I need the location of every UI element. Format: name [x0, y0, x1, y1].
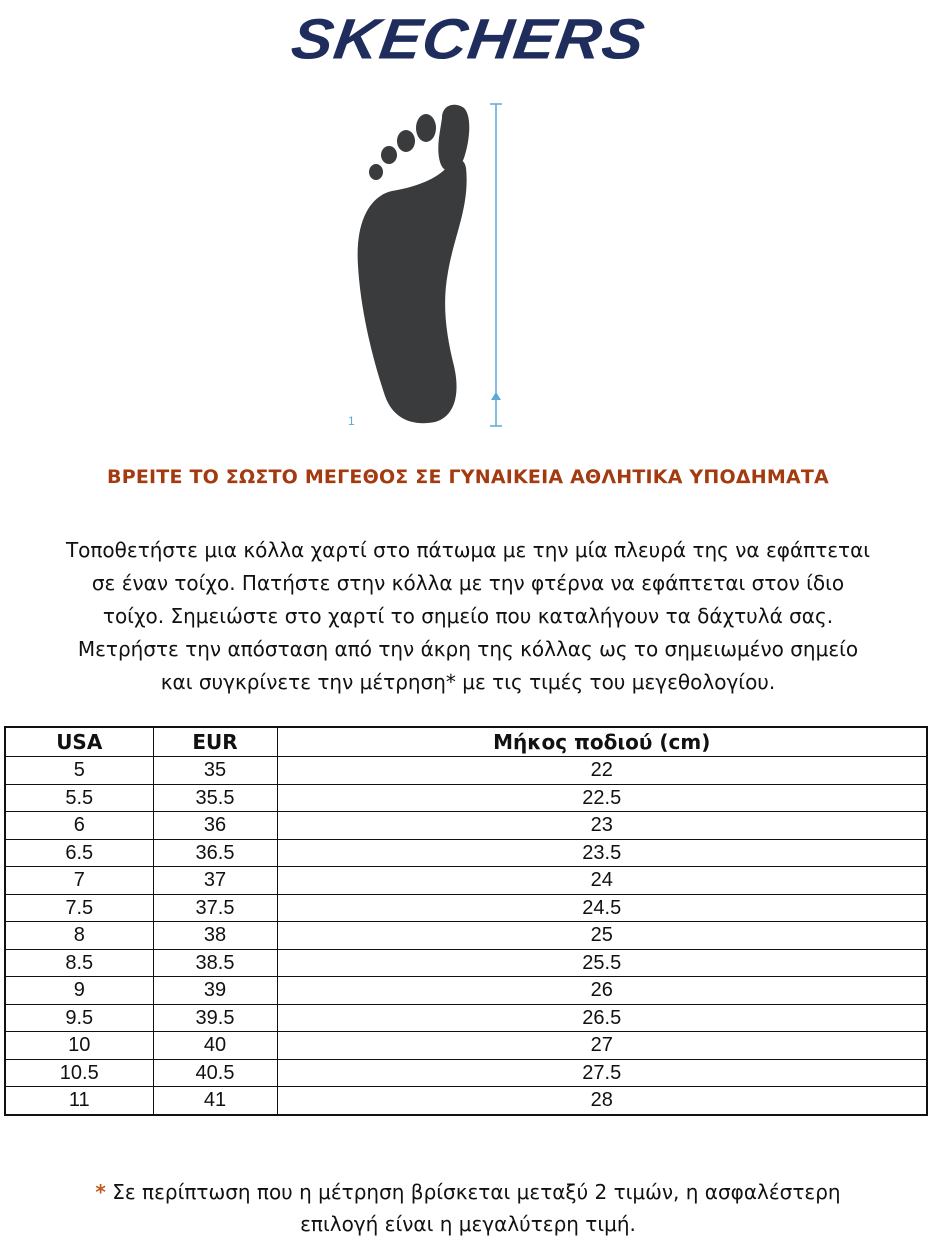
size-chart-table	[4, 726, 928, 1116]
instructions-line: Τοποθετήστε μια κόλλα χαρτί στο πάτωμα με την μία πλευρά της να εφάπτεται	[65, 538, 871, 562]
cell-usa: 7.5	[5, 894, 153, 922]
cell-cm: 23.5	[277, 839, 927, 867]
instructions-line: Μετρήστε την απόσταση από την άκρη της κόλλας ως το σημειωμένο σημείο	[77, 637, 859, 661]
footnote-line-1	[10, 1176, 926, 1208]
cell-usa: 6.5	[5, 839, 153, 867]
cell-cm: 22	[277, 757, 927, 785]
instructions-line: τοίχο. Σημειώστε στο χαρτί το σημείο που καταλήγουν τα δάχτυλά σας.	[102, 604, 834, 628]
cell-cm: 24	[277, 867, 927, 895]
table-row	[5, 894, 927, 922]
cell-usa: 8	[5, 922, 153, 950]
cell-usa: 9	[5, 977, 153, 1005]
instructions-text	[10, 534, 926, 699]
table-body	[5, 757, 927, 1115]
foot-sole-shape	[358, 160, 467, 424]
table-row	[5, 784, 927, 812]
skechers-logo: SKECHERS	[287, 7, 649, 72]
table-row	[5, 812, 927, 840]
measure-arrow-icon	[491, 392, 501, 400]
cell-usa: 6	[5, 812, 153, 840]
toe-3-shape	[397, 130, 415, 152]
cell-eur: 36	[153, 812, 277, 840]
header-eur: EUR	[153, 727, 277, 757]
toe-5-shape	[369, 164, 383, 180]
cell-usa: 10.5	[5, 1059, 153, 1087]
cell-cm: 23	[277, 812, 927, 840]
foot-illustration	[330, 96, 530, 436]
cell-eur: 41	[153, 1087, 277, 1115]
cell-eur: 35	[153, 757, 277, 785]
big-toe-shape	[438, 105, 469, 172]
table-row	[5, 839, 927, 867]
foot-measurement-figure	[330, 96, 530, 436]
cell-usa: 5	[5, 757, 153, 785]
cell-usa: 5.5	[5, 784, 153, 812]
page-title: ΒΡΕΙΤΕ ΤΟ ΣΩΣΤΟ ΜΕΓΕΘΟΣ ΣΕ ΓΥΝΑΙΚΕΙΑ ΑΘΛΗΤΙΚΑ ΥΠΟΔΗΜΑΤΑ	[107, 466, 829, 488]
asterisk-mark: *	[95, 1180, 106, 1204]
cell-eur: 38.5	[153, 949, 277, 977]
cell-usa: 9.5	[5, 1004, 153, 1032]
toe-2-shape	[416, 114, 436, 142]
cell-cm: 26	[277, 977, 927, 1005]
cell-cm: 22.5	[277, 784, 927, 812]
table-row	[5, 977, 927, 1005]
table-row	[5, 922, 927, 950]
table-row	[5, 1004, 927, 1032]
toe-4-shape	[381, 146, 397, 164]
brand-header	[0, 8, 936, 72]
footnote-line-2: επιλογή είναι η μεγαλύτερη τιμή.	[300, 1212, 636, 1236]
cell-cm: 27.5	[277, 1059, 927, 1087]
cell-eur: 40.5	[153, 1059, 277, 1087]
table-row	[5, 1087, 927, 1115]
table-row	[5, 1059, 927, 1087]
cell-cm: 24.5	[277, 894, 927, 922]
cell-usa: 7	[5, 867, 153, 895]
footnote-text-1: Σε περίπτωση που η μέτρηση βρίσκεται μεταξύ 2 τιμών, η ασφαλέστερη	[112, 1180, 841, 1204]
cell-eur: 35.5	[153, 784, 277, 812]
cell-cm: 27	[277, 1032, 927, 1060]
cell-eur: 38	[153, 922, 277, 950]
cell-usa: 11	[5, 1087, 153, 1115]
cell-usa: 10	[5, 1032, 153, 1060]
cell-cm: 28	[277, 1087, 927, 1115]
cell-eur: 39.5	[153, 1004, 277, 1032]
cell-eur: 37	[153, 867, 277, 895]
cell-cm: 25	[277, 922, 927, 950]
cell-cm: 25.5	[277, 949, 927, 977]
instructions-line: σε έναν τοίχο. Πατήστε στην κόλλα με την φτέρνα να εφάπτεται στον ίδιο	[91, 571, 845, 595]
header-usa: USA	[5, 727, 153, 757]
instructions-line: και συγκρίνετε την μέτρηση* με τις τιμές του μεγεθολογίου.	[160, 670, 776, 694]
cell-usa: 8.5	[5, 949, 153, 977]
table-header-row	[5, 727, 927, 757]
table-row	[5, 757, 927, 785]
figure-marker-label: 1	[348, 414, 355, 428]
table-row	[5, 949, 927, 977]
table-row	[5, 867, 927, 895]
footnote	[10, 1176, 926, 1240]
cell-eur: 40	[153, 1032, 277, 1060]
header-foot-length: Μήκος ποδιού (cm)	[277, 727, 927, 757]
cell-eur: 37.5	[153, 894, 277, 922]
cell-eur: 39	[153, 977, 277, 1005]
cell-eur: 36.5	[153, 839, 277, 867]
table-row	[5, 1032, 927, 1060]
cell-cm: 26.5	[277, 1004, 927, 1032]
